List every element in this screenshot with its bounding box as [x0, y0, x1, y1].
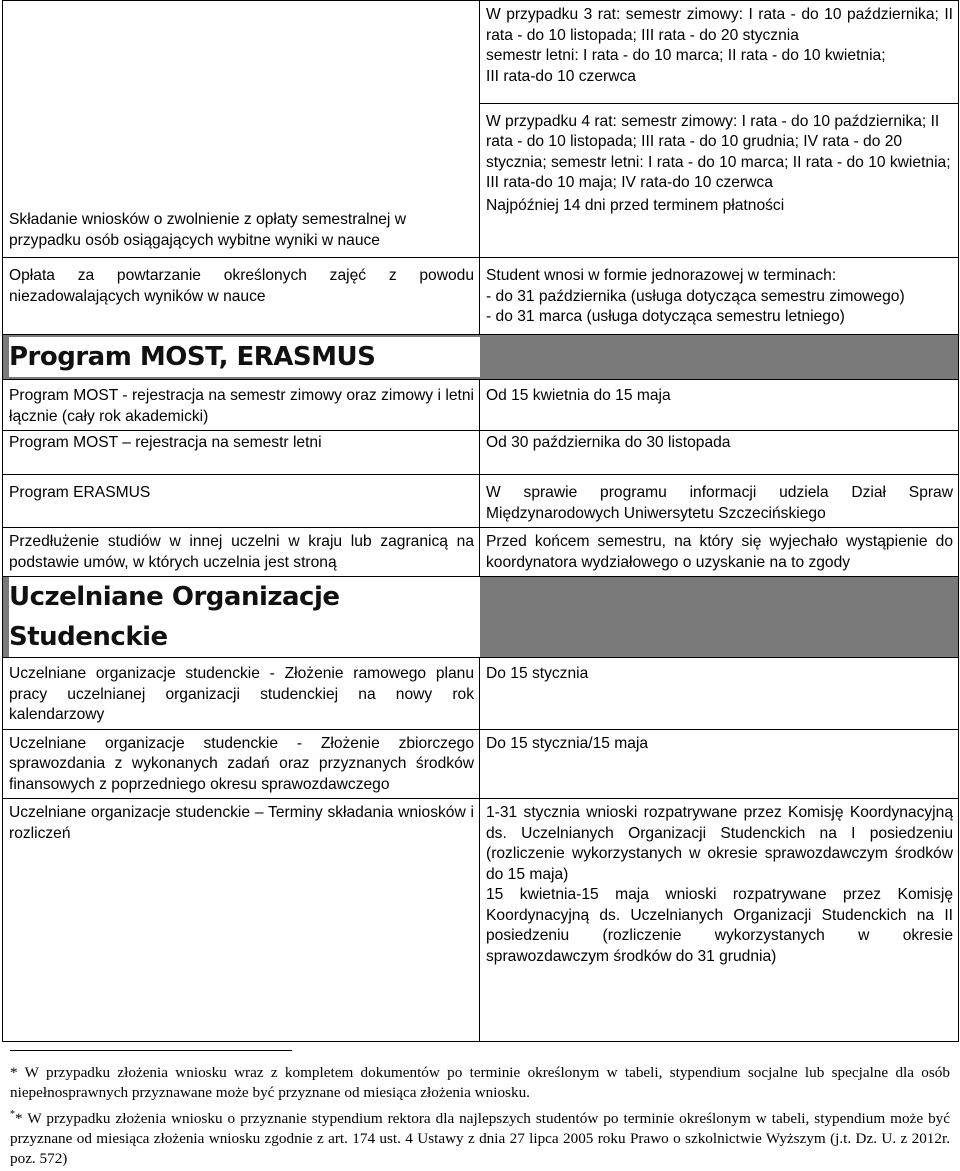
deadlines-table — [2, 0, 959, 1042]
section-title: Uczelniane Organizacje Studenckie — [9, 577, 480, 657]
table-row — [3, 528, 959, 577]
row-label: Składanie wniosków o zwolnienie z opłaty semestralnej w przypadku osób osiągających wybitne wyniki w nauce — [9, 211, 406, 249]
footnote-2 — [10, 1105, 950, 1169]
row-deadline: W sprawie programu informacji udziela Dział Spraw Międzynarodowych Uniwersytetu Szczecińskiego — [480, 475, 959, 528]
table-row — [3, 103, 959, 258]
row-deadline: Przed końcem semestru, na który się wyjechało wystąpienie do koordynatora wydziałowego o uzyskanie na to zgody — [480, 528, 959, 577]
row-label: Przedłużenie studiów w innej uczelni w kraju lub zagranicą na podstawie umów, w których uczelnia jest stroną — [3, 528, 480, 577]
table-row — [3, 258, 959, 335]
section-header-row — [3, 577, 959, 658]
footnote-marker: * — [10, 1064, 18, 1081]
table-row — [3, 475, 959, 528]
section-header-row — [3, 335, 959, 380]
section-title: Program MOST, ERASMUS — [9, 337, 480, 377]
row-label: Program ERASMUS — [3, 475, 480, 528]
footnotes — [10, 1050, 950, 1171]
footnote-text: W przypadku złożenia wniosku wraz z kompletem dokumentów po terminie określonym w tabeli, stypendium socjalne lub specjalne dla osób niepełnosprawnych przyznawane może być przyznane od miesiąca złożenia wniosku. — [10, 1064, 950, 1101]
row-deadline-session-2: 15 kwietnia-15 maja wnioski rozpatrywane przez Komisję Koordynacyjną ds. Uczelnianych Organizacji Studenckich na II posiedzeniu (rozliczenie wykorzystanych w okresie sprawozdawczym środków do 31 grudnia) — [486, 886, 953, 965]
row-deadline-session-1: 1-31 stycznia wnioski rozpatrywane przez Komisję Koordynacyjną ds. Uczelnianych Organizacji Studenckich na I posiedzeniu (rozliczenie wykorzystanych w okresie sprawozdawczym środków do 15 maja) — [486, 804, 953, 883]
row-deadline: Od 15 kwietnia do 15 maja — [480, 380, 959, 431]
table-row — [3, 380, 959, 431]
table-row — [3, 431, 959, 475]
row-deadline: Do 15 stycznia/15 maja — [480, 729, 959, 799]
row-label: Opłata za powtarzanie określonych zajęć z powodu niezadowalających wyników w nauce — [3, 258, 480, 335]
table-row — [3, 729, 959, 799]
row-label: Program MOST - rejestracja na semestr zimowy oraz zimowy i letni łącznie (cały rok akademicki) — [3, 380, 480, 431]
row-label: Program MOST – rejestracja na semestr letni — [3, 431, 480, 475]
row-deadline: Najpóźniej 14 dni przed terminem płatności — [486, 196, 785, 214]
row-label: Uczelniane organizacje studenckie – Terminy składania wniosków i rozliczeń — [3, 799, 480, 1042]
row-label: Uczelniane organizacje studenckie - Złożenie zbiorczego sprawozdania z wykonanych zadań oraz przyznanych środków finansowych z poprzedniego okresu sprawozdawczego — [3, 729, 480, 799]
row-deadline-4-installments: W przypadku 4 rat: semestr zimowy: I rata - do 10 października; II rata - do 10 listopada; III rata - do 10 grudnia; IV rata - do 20 stycznia; semestr letni: I rata - do 10 marca; II rata - do 10 kwietnia; III rata-do 10 maja; IV rata-do 10 czerwca — [486, 112, 951, 191]
row-label: Uczelniane organizacje studenckie - Złożenie ramowego planu pracy uczelnianej organizacji studenckiej na nowy rok kalendarzowy — [3, 658, 480, 730]
row-deadline: W przypadku 3 rat: semestr zimowy: I rata - do 10 października; II rata - do 10 listopada; III rata - do 20 stycznia semestr letni: I rata - do 10 marca; II rata - do 10 kwietnia; III rata-do 10 czerwca — [480, 1, 959, 104]
row-label — [3, 1, 480, 104]
footnote-separator — [10, 1050, 292, 1051]
footnote-1 — [10, 1063, 950, 1103]
footnote-text: * W przypadku złożenia wniosku o przyznanie stypendium rektora dla najlepszych studentów po terminie określonym w tabeli, stypendium może być przyznane od miesiąca złożenia wniosku zgodnie z art. 174 ust. 4 Ustawy z dnia 27 lipca 2005 roku Prawo o szkolnictwie Wyższym (j.t. Dz. U. z 2012r. poz. 572) — [10, 1110, 950, 1168]
table-row — [3, 799, 959, 1042]
schedule-document — [2, 0, 958, 1042]
row-deadline: Do 15 stycznia — [480, 658, 959, 730]
table-row — [3, 658, 959, 730]
row-deadline: Student wnosi w formie jednorazowej w terminach: - do 31 października (usługa dotycząca semestru zimowego) - do 31 marca (usługa dotycząca semestru letniego) — [480, 258, 959, 335]
row-deadline: Od 30 października do 30 listopada — [480, 431, 959, 475]
table-row — [3, 1, 959, 104]
footnote-marker: * — [10, 1109, 15, 1120]
